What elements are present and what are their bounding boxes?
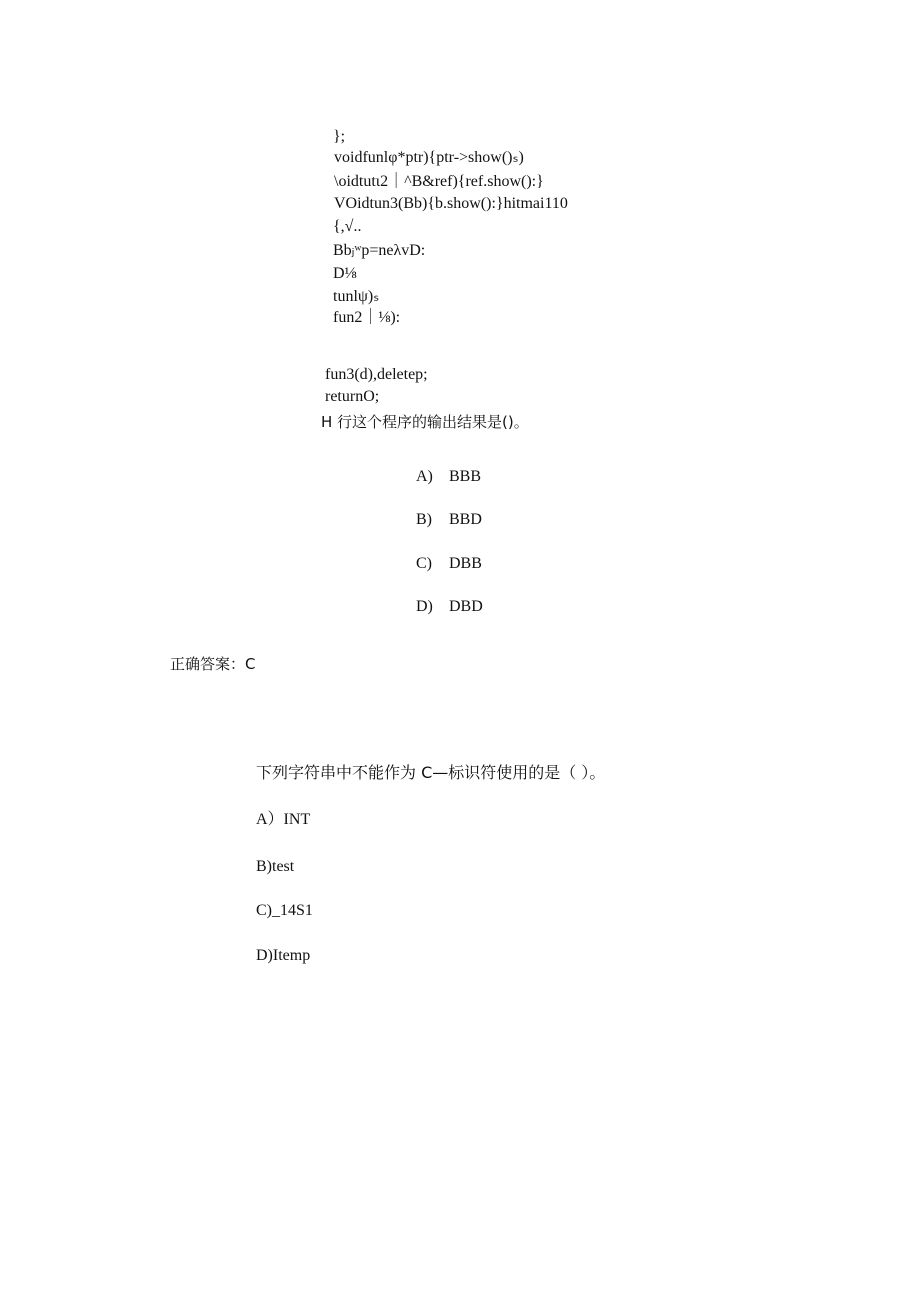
code-line: tunlψ)ₛ	[333, 288, 380, 305]
option-text: BBD	[449, 511, 482, 528]
code-line: Bbⱼʷp=neλvD:	[333, 242, 426, 259]
code-line: fun2｜⅛):	[333, 309, 401, 326]
code-line: voidfunlφ*ptr){ptr->show()ₛ)	[334, 149, 524, 166]
option-letter: B)	[416, 511, 432, 528]
code-line: returnO;	[325, 388, 380, 405]
correct-answer: 正确答案：C	[170, 655, 256, 673]
option-letter: D)	[416, 598, 433, 615]
question-text: H 行这个程序的输出结果是()。	[321, 413, 529, 431]
code-line: D⅛	[333, 265, 357, 282]
option-b: B)test	[256, 858, 295, 875]
option-a	[416, 467, 481, 487]
option-d	[416, 597, 483, 617]
option-text: BBB	[449, 468, 482, 485]
option-text: DBB	[449, 555, 482, 572]
question-text: 下列字符串中不能作为 C—标识符使用的是（ ）。	[256, 763, 606, 782]
option-d: D)Itemp	[256, 947, 311, 964]
option-text: DBD	[449, 598, 483, 615]
option-a: A）INT	[256, 811, 311, 828]
option-letter: C)	[416, 555, 432, 572]
code-line: {,√..	[333, 218, 362, 235]
option-c	[416, 554, 482, 574]
option-b	[416, 510, 482, 530]
code-line: VOidtun3(Bb){b.show():}hitmai110	[334, 195, 568, 212]
option-c: C)_14S1	[256, 902, 313, 919]
option-letter: A)	[416, 468, 433, 485]
code-line: };	[333, 128, 346, 145]
code-line: fun3(d),deletep;	[325, 366, 428, 383]
code-line: \oidtutι2｜^B&ref){ref.show():}	[334, 173, 544, 190]
